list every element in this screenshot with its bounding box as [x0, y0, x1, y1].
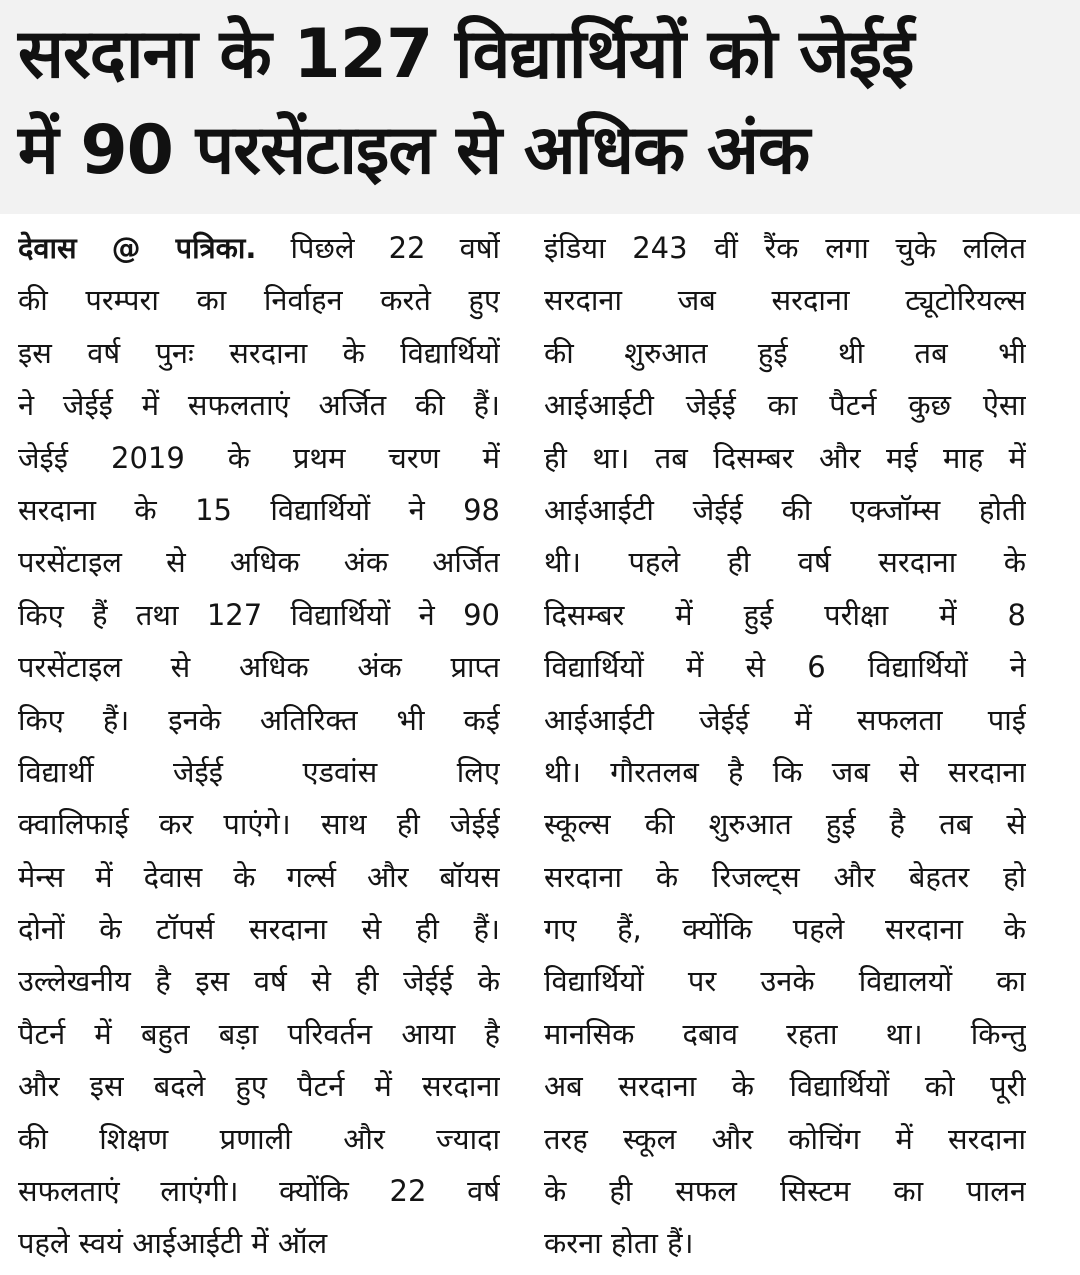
article-text: पैटर्न में बहुत बड़ा परिवर्तन आया है	[18, 1016, 500, 1051]
article-text: थी। गौरतलब है कि जब से सरदाना	[544, 754, 1026, 789]
article-text: सरदाना के 15 विद्यार्थियों ने 98	[18, 492, 500, 527]
article-text-line	[18, 432, 500, 484]
article-text: की शुरुआत हुई थी तब भी	[544, 335, 1026, 370]
article-text: के ही सफल सिस्टम का पालन	[544, 1174, 1026, 1209]
article-text-line	[544, 1008, 1026, 1060]
article-text: गए हैं, क्योंकि पहले सरदाना के	[544, 912, 1026, 947]
article-text-line	[544, 222, 1026, 274]
article-text: तरह स्कूल और कोचिंग में सरदाना	[544, 1121, 1026, 1156]
dateline: देवास @ पत्रिका.	[18, 231, 257, 265]
article-text-line	[544, 484, 1026, 536]
article-text-line	[544, 327, 1026, 379]
article-text: ही था। तब दिसम्बर और मई माह में	[544, 440, 1026, 475]
article-text: की परम्परा का निर्वाहन करते हुए	[18, 283, 500, 318]
article-text-line	[544, 903, 1026, 955]
article-text: दोनों के टॉपर्स सरदाना से ही हैं।	[18, 912, 500, 947]
article-text-line	[18, 1008, 500, 1060]
article-text: किए हैं तथा 127 विद्यार्थियों ने 90	[18, 597, 500, 632]
article-text: थी। पहले ही वर्ष सरदाना के	[544, 545, 1026, 580]
article-text: दिसम्बर में हुई परीक्षा में 8	[544, 597, 1026, 632]
article-text-line	[544, 694, 1026, 746]
article-text-line	[18, 955, 500, 1007]
article-text-line	[544, 589, 1026, 641]
article-text: करना होता हैं।	[544, 1226, 694, 1261]
article-text: इंडिया 243 वीं रैंक लगा चुके ललित	[544, 231, 1026, 265]
headline-line-2: में 90 परसेंटाइल से अधिक अंक	[18, 111, 810, 190]
article-text-line	[18, 1060, 500, 1112]
article-text: अब सरदाना के विद्यार्थियों को पूरी	[544, 1069, 1026, 1104]
article-text-line	[544, 1165, 1026, 1217]
article-text: विद्यार्थियों में से 6 विद्यार्थियों ने	[544, 650, 1026, 685]
article-text: आईआईटी जेईई की एक्जॉम्स होती	[544, 492, 1026, 527]
article-text: क्वालिफाई कर पाएंगे। साथ ही जेईई	[18, 807, 500, 842]
article-text-line	[18, 798, 500, 850]
article-text-line	[544, 536, 1026, 588]
article-text-line	[544, 1217, 1026, 1269]
article-text-line	[18, 274, 500, 326]
article-text-line	[544, 1060, 1026, 1112]
article-text: सरदाना के रिजल्ट्स और बेहतर हो	[544, 859, 1026, 894]
article-text-line	[18, 222, 500, 274]
article-column-right	[544, 222, 1026, 1270]
article-text: पिछले 22 वर्षो	[290, 231, 500, 265]
article-text: आईआईटी जेईई में सफलता पाई	[544, 702, 1026, 737]
article-text: इस वर्ष पुनः सरदाना के विद्यार्थियों	[18, 335, 500, 370]
article-text-line	[544, 798, 1026, 850]
article-column-left	[18, 222, 500, 1270]
article-text: पहले स्वयं आईआईटी में ऑल	[18, 1226, 328, 1261]
article-text: स्कूल्स की शुरुआत हुई है तब से	[544, 807, 1026, 842]
article-text-line	[18, 851, 500, 903]
article-text-line	[544, 1113, 1026, 1165]
article-text: परसेंटाइल से अधिक अंक प्राप्त	[18, 650, 500, 685]
article-text: ने जेईई में सफलताएं अर्जित की हैं।	[18, 388, 500, 423]
article-text: विद्यार्थी जेईई एडवांस लिए	[18, 754, 500, 789]
article-text-line	[18, 903, 500, 955]
article-text-line	[544, 379, 1026, 431]
article-text-line	[18, 1113, 500, 1165]
article-text-line	[18, 746, 500, 798]
article-text: मानसिक दबाव रहता था। किन्तु	[544, 1016, 1026, 1051]
article-text-line	[544, 851, 1026, 903]
article-text-line	[18, 1165, 500, 1217]
article-text-line	[18, 536, 500, 588]
headline-line-1: सरदाना के 127 विद्यार्थियों को जेईई	[18, 15, 914, 94]
article-text: सरदाना जब सरदाना ट्यूटोरियल्स	[544, 283, 1026, 318]
article-text-line	[544, 274, 1026, 326]
article-text-line	[18, 1217, 500, 1269]
article-text-line	[18, 589, 500, 641]
article-text-line	[18, 694, 500, 746]
article-text: और इस बदले हुए पैटर्न में सरदाना	[18, 1069, 500, 1104]
article-text: जेईई 2019 के प्रथम चरण में	[18, 440, 500, 475]
article-text-line	[18, 641, 500, 693]
article-text: मेन्स में देवास के गर्ल्स और बॉयस	[18, 859, 500, 894]
article-text: उल्लेखनीय है इस वर्ष से ही जेईई के	[18, 964, 500, 999]
article-text: सफलताएं लाएंगी। क्योंकि 22 वर्ष	[18, 1174, 500, 1209]
article-text: किए हैं। इनके अतिरिक्त भी कई	[18, 702, 500, 737]
article-text: की शिक्षण प्रणाली और ज्यादा	[18, 1121, 500, 1156]
article-text: आईआईटी जेईई का पैटर्न कुछ ऐसा	[544, 388, 1026, 423]
article-text-line	[544, 746, 1026, 798]
article-text: परसेंटाइल से अधिक अंक अर्जित	[18, 545, 500, 580]
article-text-line	[544, 641, 1026, 693]
article-text-line	[18, 484, 500, 536]
article-text-line	[18, 379, 500, 431]
article-text-line	[18, 327, 500, 379]
article-text-line	[544, 955, 1026, 1007]
article-text-line	[544, 432, 1026, 484]
article-text: विद्यार्थियों पर उनके विद्यालयों का	[544, 964, 1026, 999]
